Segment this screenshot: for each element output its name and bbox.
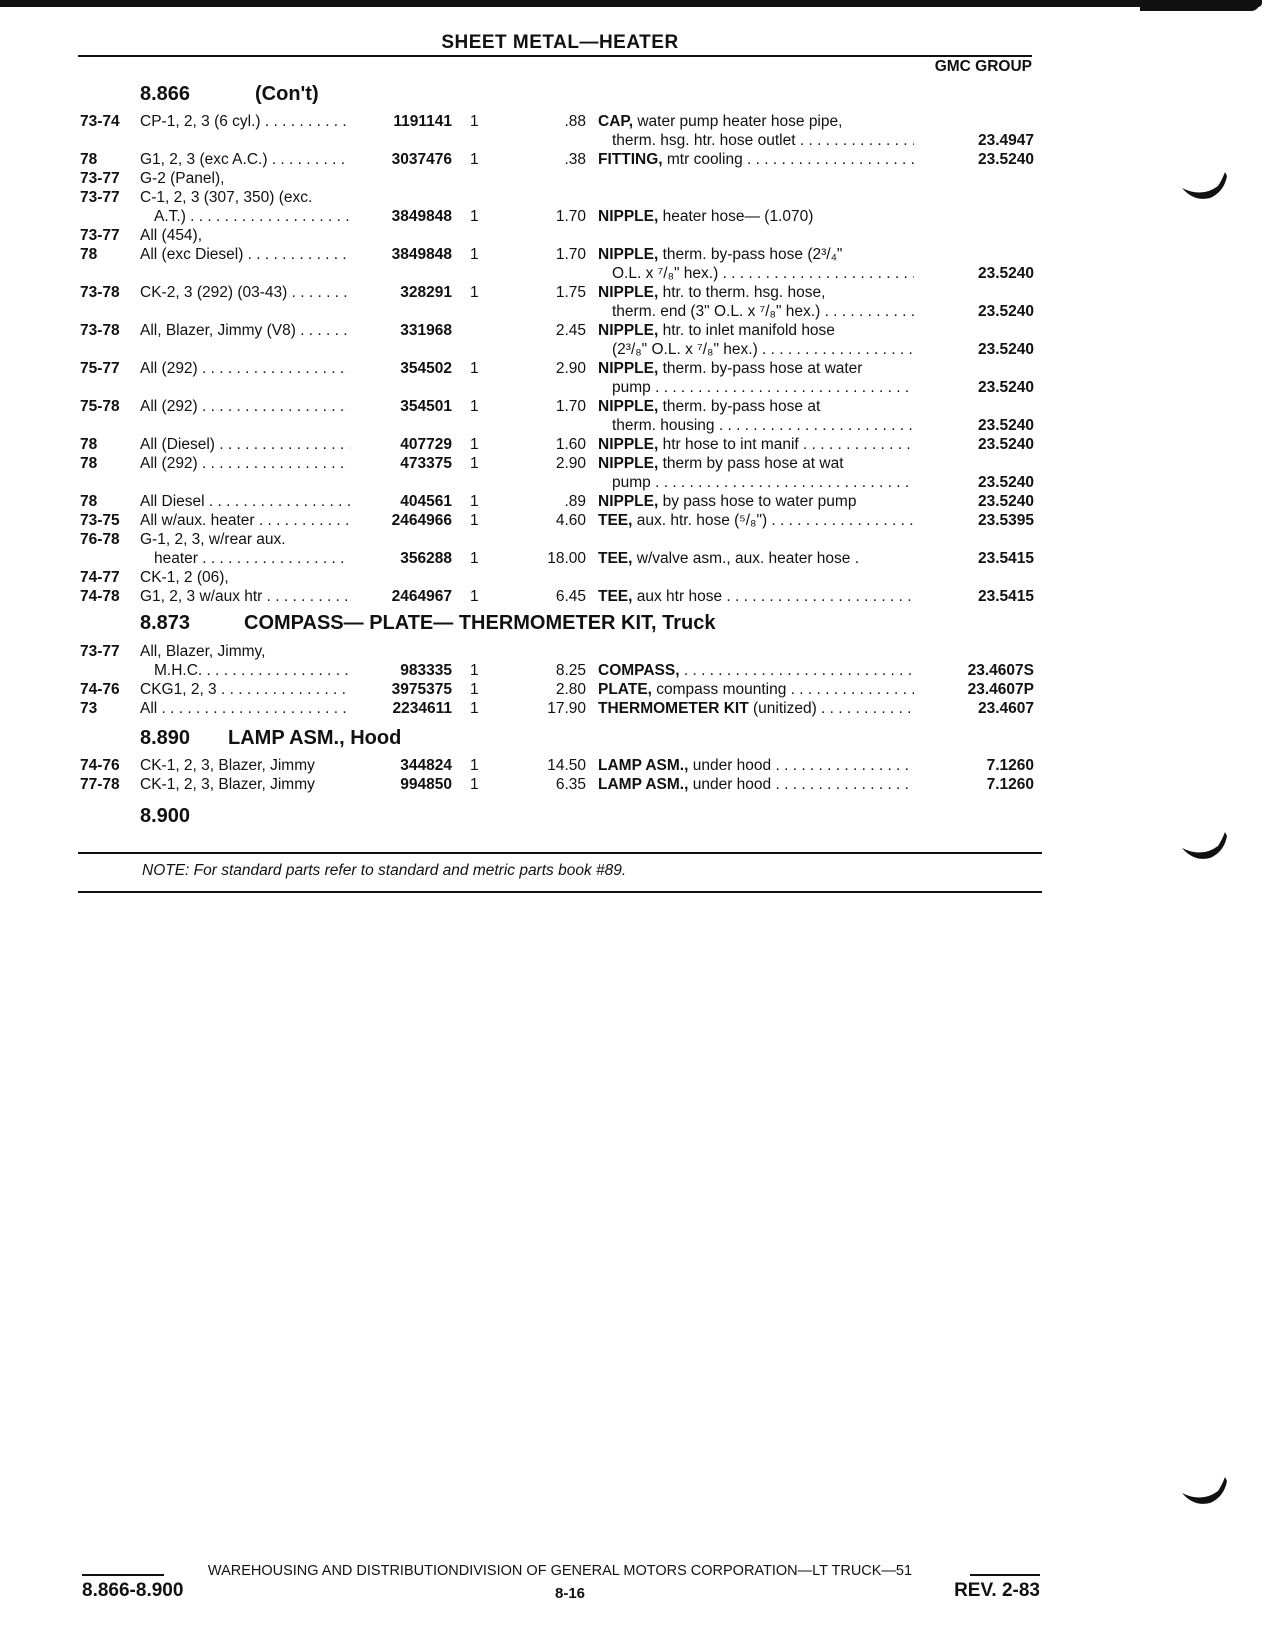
table-row bbox=[0, 473, 1280, 492]
model-application: CKG1, 2, 3 . . . bbox=[140, 680, 350, 699]
model-application: All Diesel . . . bbox=[140, 492, 350, 511]
model-application: heater . . . bbox=[154, 549, 350, 568]
description: TEE, w/valve asm., aux. heater hose . bbox=[598, 550, 860, 567]
part-number: 3849848 bbox=[391, 246, 452, 263]
binder-mark-icon bbox=[1180, 1475, 1228, 1507]
quantity: 1 bbox=[470, 246, 479, 263]
price: 2.90 bbox=[555, 455, 586, 472]
table-row bbox=[0, 340, 1280, 359]
table-row bbox=[0, 756, 1280, 775]
price: .89 bbox=[564, 493, 586, 510]
group-label: GMC GROUP bbox=[934, 58, 1032, 75]
section-code: 8.866 bbox=[140, 83, 191, 105]
group-number: 23.5240 bbox=[977, 151, 1034, 168]
group-number: 23.5240 bbox=[977, 379, 1034, 396]
price: 2.90 bbox=[555, 360, 586, 377]
header-rule bbox=[78, 55, 1032, 57]
part-number: 328291 bbox=[400, 284, 452, 301]
price: .38 bbox=[564, 151, 586, 168]
model-application: All (454), bbox=[140, 227, 203, 244]
group-number: 23.5240 bbox=[977, 341, 1034, 358]
model-application: All w/aux. heater . . . bbox=[140, 511, 350, 530]
quantity: 1 bbox=[470, 550, 479, 567]
model-application: C-1, 2, 3 (307, 350) (exc. bbox=[140, 189, 313, 206]
quantity: 1 bbox=[470, 360, 479, 377]
year-range: 74-76 bbox=[80, 681, 120, 698]
section-code: 8.890 bbox=[140, 727, 191, 749]
description: COMPASS, . . . bbox=[598, 661, 914, 680]
description: TEE, aux. htr. hose (⁵/₈") . . . bbox=[598, 511, 914, 530]
year-range: 78 bbox=[80, 151, 98, 168]
part-number: 354501 bbox=[400, 398, 452, 415]
price: 17.90 bbox=[547, 700, 586, 717]
part-number: 331968 bbox=[400, 322, 452, 339]
price: 18.00 bbox=[547, 550, 586, 567]
price: 1.75 bbox=[555, 284, 586, 301]
quantity: 1 bbox=[470, 588, 479, 605]
table-row bbox=[0, 359, 1280, 378]
quantity: 1 bbox=[470, 493, 479, 510]
year-range: 73-77 bbox=[80, 643, 120, 660]
top-edge-bar bbox=[0, 0, 1262, 7]
page-title: SHEET METAL—HEATER bbox=[441, 32, 679, 53]
year-range: 78 bbox=[80, 246, 98, 263]
description: O.L. x ⁷/₈" hex.) . . . bbox=[612, 264, 914, 283]
table-row bbox=[0, 169, 1280, 188]
description: pump . . . bbox=[612, 378, 914, 397]
group-number: 7.1260 bbox=[986, 757, 1034, 774]
price: 8.25 bbox=[555, 662, 586, 679]
description: NIPPLE, therm. by-pass hose at water bbox=[598, 360, 863, 377]
group-number: 23.5415 bbox=[977, 588, 1034, 605]
table-row bbox=[0, 511, 1280, 530]
description: NIPPLE, heater hose— (1.070) bbox=[598, 208, 814, 225]
description: therm. hsg. htr. hose outlet . . . bbox=[612, 131, 914, 150]
year-range: 74-78 bbox=[80, 588, 120, 605]
table-row bbox=[0, 131, 1280, 150]
binder-mark-icon bbox=[1180, 170, 1228, 202]
quantity: 1 bbox=[470, 700, 479, 717]
group-number: 23.4607P bbox=[967, 681, 1034, 698]
table-row bbox=[0, 661, 1280, 680]
model-application: G1, 2, 3 w/aux htr . . . bbox=[140, 587, 350, 606]
part-number: 1191141 bbox=[393, 113, 452, 130]
table-row bbox=[0, 587, 1280, 606]
table-row bbox=[0, 112, 1280, 131]
quantity: 1 bbox=[470, 757, 479, 774]
table-row bbox=[0, 416, 1280, 435]
model-application: G-2 (Panel), bbox=[140, 170, 225, 187]
description: therm. end (3" O.L. x ⁷/₈" hex.) . . . bbox=[612, 302, 914, 321]
description: NIPPLE, htr. to inlet manifold hose bbox=[598, 322, 835, 339]
group-number: 23.5240 bbox=[977, 436, 1034, 453]
table-row bbox=[0, 397, 1280, 416]
part-number: 2464967 bbox=[391, 588, 452, 605]
group-number: 23.4947 bbox=[977, 132, 1034, 149]
price: 6.45 bbox=[555, 588, 586, 605]
price: 14.50 bbox=[547, 757, 586, 774]
year-range: 74-77 bbox=[80, 569, 120, 586]
part-number: 3037476 bbox=[391, 151, 452, 168]
quantity: 1 bbox=[470, 284, 479, 301]
model-application: All (292) . . . bbox=[140, 359, 350, 378]
group-number: 23.4607S bbox=[967, 662, 1034, 679]
year-range: 73-77 bbox=[80, 170, 120, 187]
description: CAP, water pump heater hose pipe, bbox=[598, 113, 843, 130]
part-number: 404561 bbox=[400, 493, 452, 510]
model-application: A.T.) . . . bbox=[154, 207, 350, 226]
part-number: 356288 bbox=[400, 550, 452, 567]
year-range: 73-77 bbox=[80, 189, 120, 206]
description: PLATE, compass mounting . . . bbox=[598, 680, 914, 699]
price: 1.70 bbox=[555, 246, 586, 263]
description: NIPPLE, htr hose to int manif . . . bbox=[598, 435, 914, 454]
description: LAMP ASM., under hood . . . bbox=[598, 756, 914, 775]
part-number: 983335 bbox=[400, 662, 452, 679]
model-application: All (exc Diesel) . . . bbox=[140, 245, 350, 264]
quantity: 1 bbox=[470, 151, 479, 168]
table-row bbox=[0, 642, 1280, 661]
table-row bbox=[0, 775, 1280, 794]
footer-revision: REV. 2-83 bbox=[954, 1580, 1040, 1601]
table-row bbox=[0, 245, 1280, 264]
footer-publisher-line: WAREHOUSING AND DISTRIBUTIONDIVISION OF GENERAL MOTORS CORPORATION—LT TRUCK—51 bbox=[207, 1563, 913, 1579]
year-range: 74-76 bbox=[80, 757, 120, 774]
table-row bbox=[0, 150, 1280, 169]
group-number: 23.5240 bbox=[977, 493, 1034, 510]
price: 2.45 bbox=[555, 322, 586, 339]
group-number: 23.5240 bbox=[977, 265, 1034, 282]
price: 1.70 bbox=[555, 208, 586, 225]
model-application: G1, 2, 3 (exc A.C.) . . . bbox=[140, 150, 350, 169]
year-range: 78 bbox=[80, 455, 98, 472]
table-row bbox=[0, 454, 1280, 473]
section-title: (Con't) bbox=[255, 83, 319, 105]
table-row bbox=[0, 530, 1280, 549]
year-range: 73-77 bbox=[80, 227, 120, 244]
model-application: All, Blazer, Jimmy (V8) . . . bbox=[140, 321, 350, 340]
description: NIPPLE, by pass hose to water pump bbox=[598, 493, 857, 510]
quantity: 1 bbox=[470, 512, 479, 529]
group-number: 23.5240 bbox=[977, 303, 1034, 320]
part-number: 3975375 bbox=[391, 681, 452, 698]
description: (2³/₈" O.L. x ⁷/₈" hex.) . . . bbox=[612, 340, 914, 359]
table-row bbox=[0, 378, 1280, 397]
year-range: 77-78 bbox=[80, 776, 120, 793]
year-range: 78 bbox=[80, 493, 98, 510]
part-number: 994850 bbox=[400, 776, 452, 793]
group-number: 7.1260 bbox=[986, 776, 1034, 793]
footer-page-number: 8-16 bbox=[554, 1585, 586, 1602]
description: therm. housing . . . bbox=[612, 416, 914, 435]
quantity: 1 bbox=[470, 681, 479, 698]
price: 4.60 bbox=[555, 512, 586, 529]
part-number: 3849848 bbox=[391, 208, 452, 225]
model-application: CK-2, 3 (292) (03-43) . . . bbox=[140, 283, 350, 302]
group-number: 23.4607 bbox=[977, 700, 1034, 717]
part-number: 2464966 bbox=[391, 512, 452, 529]
quantity: 1 bbox=[470, 455, 479, 472]
table-row bbox=[0, 226, 1280, 245]
year-range: 75-78 bbox=[80, 398, 120, 415]
top-edge-bar-tail bbox=[1140, 2, 1260, 11]
price: 1.70 bbox=[555, 398, 586, 415]
description: FITTING, mtr cooling . . . bbox=[598, 150, 914, 169]
model-application: All (292) . . . bbox=[140, 454, 350, 473]
table-row bbox=[0, 680, 1280, 699]
description: pump . . . bbox=[612, 473, 914, 492]
footer-right-rule bbox=[970, 1574, 1040, 1576]
binder-mark-icon bbox=[1180, 830, 1228, 862]
description: LAMP ASM., under hood . . . bbox=[598, 775, 914, 794]
section-title: LAMP ASM., Hood bbox=[228, 727, 402, 749]
description: NIPPLE, therm. by-pass hose at bbox=[598, 398, 821, 415]
model-application: M.H.C. . . . bbox=[154, 661, 350, 680]
note-bottom-rule bbox=[78, 891, 1042, 893]
note-top-rule bbox=[78, 852, 1042, 854]
part-number: 344824 bbox=[400, 757, 452, 774]
table-row bbox=[0, 492, 1280, 511]
year-range: 73-78 bbox=[80, 284, 120, 301]
table-row bbox=[0, 435, 1280, 454]
model-application: G-1, 2, 3, w/rear aux. bbox=[140, 531, 286, 548]
table-row bbox=[0, 283, 1280, 302]
year-range: 78 bbox=[80, 436, 98, 453]
year-range: 73 bbox=[80, 700, 98, 717]
model-application: All (Diesel) . . . bbox=[140, 435, 350, 454]
price: 6.35 bbox=[555, 776, 586, 793]
year-range: 73-74 bbox=[80, 113, 120, 130]
price: 1.60 bbox=[555, 436, 586, 453]
model-application: CP-1, 2, 3 (6 cyl.) . . . bbox=[140, 112, 350, 131]
part-number: 2234611 bbox=[392, 700, 452, 717]
description: NIPPLE, htr. to therm. hsg. hose, bbox=[598, 284, 826, 301]
description: TEE, aux htr hose . . . bbox=[598, 587, 914, 606]
model-application: CK-1, 2 (06), bbox=[140, 569, 229, 586]
year-range: 73-78 bbox=[80, 322, 120, 339]
quantity: 1 bbox=[470, 662, 479, 679]
table-row bbox=[0, 264, 1280, 283]
part-number: 473375 bbox=[400, 455, 452, 472]
model-application: All . . . bbox=[140, 699, 350, 718]
description: THERMOMETER KIT (unitized) . . . bbox=[598, 699, 914, 718]
price: 2.80 bbox=[555, 681, 586, 698]
quantity: 1 bbox=[470, 436, 479, 453]
table-row bbox=[0, 188, 1280, 207]
quantity: 1 bbox=[470, 398, 479, 415]
year-range: 75-77 bbox=[80, 360, 120, 377]
quantity: 1 bbox=[470, 113, 479, 130]
model-application: CK-1, 2, 3, Blazer, Jimmy bbox=[140, 757, 315, 774]
section-code: 8.873 bbox=[140, 612, 191, 634]
quantity: 1 bbox=[470, 208, 479, 225]
part-number: 407729 bbox=[400, 436, 452, 453]
group-number: 23.5395 bbox=[977, 512, 1034, 529]
model-application: CK-1, 2, 3, Blazer, Jimmy bbox=[140, 776, 315, 793]
year-range: 76-78 bbox=[80, 531, 120, 548]
part-number: 354502 bbox=[400, 360, 452, 377]
year-range: 73-75 bbox=[80, 512, 120, 529]
table-row bbox=[0, 302, 1280, 321]
group-number: 23.5240 bbox=[977, 474, 1034, 491]
standard-parts-note: NOTE: For standard parts refer to standard and metric parts book #89. bbox=[142, 862, 627, 879]
table-row bbox=[0, 699, 1280, 718]
model-application: All, Blazer, Jimmy, bbox=[140, 643, 266, 660]
table-row bbox=[0, 568, 1280, 587]
description: NIPPLE, therm. by-pass hose (2³/₄" bbox=[598, 246, 843, 263]
table-row bbox=[0, 321, 1280, 340]
section-code: 8.900 bbox=[140, 805, 191, 827]
price: .88 bbox=[564, 113, 586, 130]
footer-section-range: 8.866-8.900 bbox=[82, 1580, 184, 1601]
table-row bbox=[0, 549, 1280, 568]
quantity: 1 bbox=[470, 776, 479, 793]
model-application: All (292) . . . bbox=[140, 397, 350, 416]
table-row bbox=[0, 207, 1280, 226]
group-number: 23.5415 bbox=[977, 550, 1034, 567]
section-title: COMPASS— PLATE— THERMOMETER KIT, Truck bbox=[244, 612, 716, 634]
group-number: 23.5240 bbox=[977, 417, 1034, 434]
description: NIPPLE, therm by pass hose at wat bbox=[598, 455, 844, 472]
